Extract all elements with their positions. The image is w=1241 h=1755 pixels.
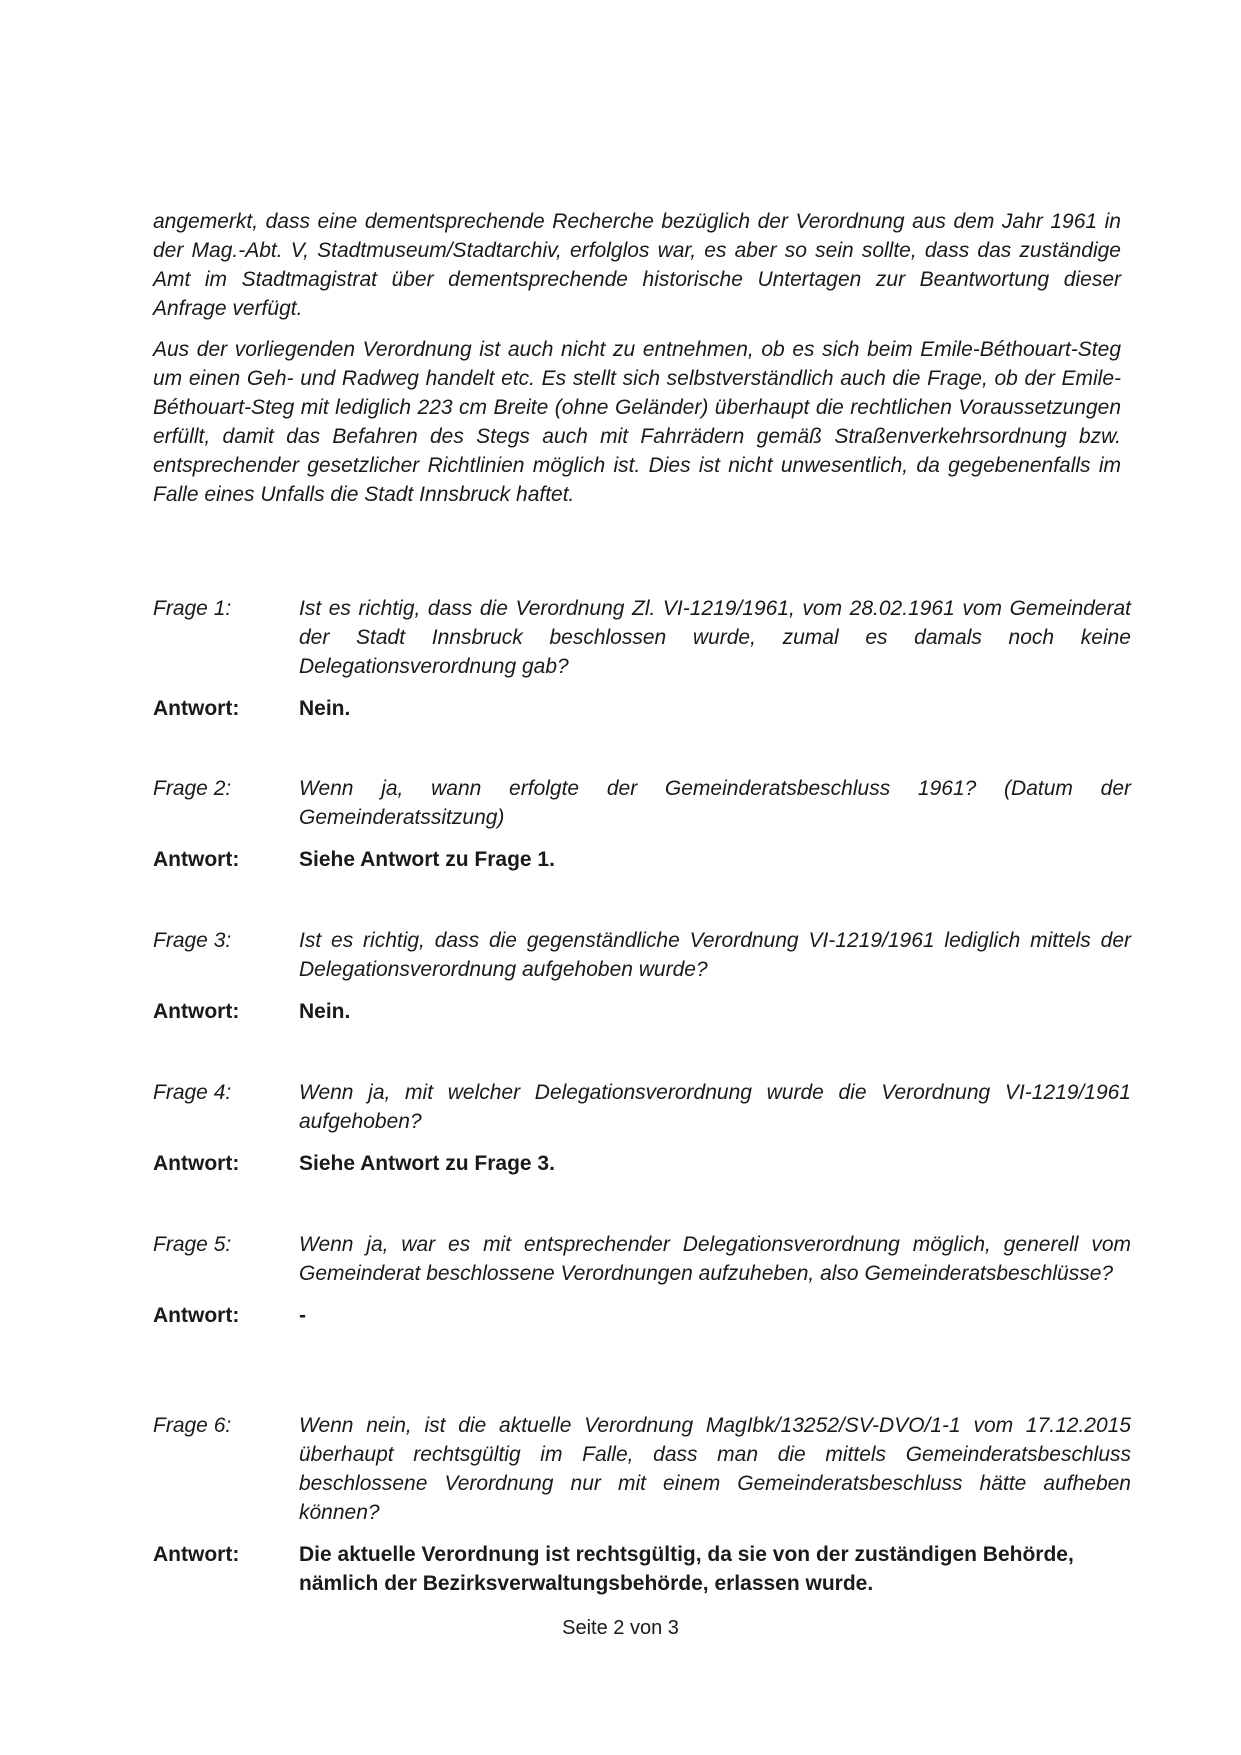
question-text: Wenn ja, wann erfolgte der Gemeinderatsbeschluss 1961? (Datum der Gemeinderatssitzung) [299, 777, 1131, 829]
qa-block-3 [153, 926, 1133, 1026]
answer-row [153, 1149, 1133, 1178]
answer-row [153, 845, 1133, 874]
answer-row [153, 1301, 1133, 1330]
question-label: Frage 4: [153, 1081, 232, 1104]
qa-block-4 [153, 1078, 1133, 1178]
answer-text: Siehe Antwort zu Frage 1. [299, 848, 555, 871]
qa-block-1 [153, 594, 1133, 723]
question-label: Frage 1: [153, 597, 232, 620]
question-text: Wenn nein, ist die aktuelle Verordnung MagIbk/13252/SV-DVO/1-1 vom 17.12.2015 überhaupt rechtsgültig im Falle, dass man die mittels Gemeinderatsbeschluss beschlossene Verordnung nur mit einem Gemeinderatsbeschluss hätte aufheben können? [299, 1414, 1131, 1524]
question-row [153, 1411, 1133, 1527]
question-text: Wenn ja, war es mit entsprechender Delegationsverordnung möglich, generell vom Gemeinderat beschlossene Verordnungen aufzuheben, also Gemeinderatsbeschlüsse? [299, 1233, 1131, 1285]
question-label: Frage 2: [153, 777, 232, 800]
qa-block-6 [153, 1411, 1133, 1598]
question-row [153, 594, 1133, 681]
answer-text: Nein. [299, 697, 351, 720]
answer-text: Nein. [299, 1000, 351, 1023]
answer-row [153, 694, 1133, 723]
question-text: Wenn ja, mit welcher Delegationsverordnung wurde die Verordnung VI-1219/1961 aufgehoben? [299, 1081, 1131, 1133]
question-row [153, 926, 1133, 984]
qa-block-5 [153, 1230, 1133, 1330]
answer-label: Antwort: [153, 697, 240, 720]
answer-row [153, 997, 1133, 1026]
answer-text: Die aktuelle Verordnung ist rechtsgültig, da sie von der zuständigen Behörde, nämlich der Bezirksverwaltungsbehörde, erlassen wurde. [299, 1543, 1074, 1595]
question-label: Frage 6: [153, 1414, 232, 1437]
answer-label: Antwort: [153, 848, 240, 871]
answer-row [153, 1540, 1133, 1598]
question-row [153, 1230, 1133, 1288]
question-label: Frage 3: [153, 929, 232, 952]
answer-text: - [299, 1304, 306, 1327]
question-label: Frage 5: [153, 1233, 232, 1256]
page-number-footer: Seite 2 von 3 [562, 1617, 679, 1639]
question-row [153, 1078, 1133, 1136]
intro-paragraph-1: angemerkt, dass eine dementsprechende Recherche bezüglich der Verordnung aus dem Jahr 1961 in der Mag.-Abt. V, Stadtmuseum/Stadtarchiv, erfolglos war, es aber so sein sollte, dass das zuständige Amt im Stadtmagistrat über dementsprechende historische Untertagen zur Beantwortung dieser Anfrage verfügt. [153, 210, 1121, 320]
intro-paragraph-2: Aus der vorliegenden Verordnung ist auch nicht zu entnehmen, ob es sich beim Emile-Béthouart-Steg um einen Geh- und Radweg handelt etc. Es stellt sich selbstverständlich auch die Frage, ob der Emile-Béthouart-Steg mit lediglich 223 cm Breite (ohne Geländer) überhaupt die rechtlichen Voraussetzungen erfüllt, damit das Befahren des Stegs auch mit Fahrrädern gemäß Straßenverkehrsordnung bzw. entsprechender gesetzlicher Richtlinien möglich ist. Dies ist nicht unwesentlich, da gegebenenfalls im Falle eines Unfalls die Stadt Innsbruck haftet. [153, 338, 1121, 506]
question-text: Ist es richtig, dass die Verordnung Zl. VI-1219/1961, vom 28.02.1961 vom Gemeinderat der Stadt Innsbruck beschlossen wurde, zumal es damals noch keine Delegationsverordnung gab? [299, 597, 1131, 678]
qa-block-2 [153, 774, 1133, 874]
answer-label: Antwort: [153, 1000, 240, 1023]
answer-label: Antwort: [153, 1543, 240, 1566]
answer-label: Antwort: [153, 1152, 240, 1175]
answer-text: Siehe Antwort zu Frage 3. [299, 1152, 555, 1175]
answer-label: Antwort: [153, 1304, 240, 1327]
question-text: Ist es richtig, dass die gegenständliche Verordnung VI-1219/1961 lediglich mittels der Delegationsverordnung aufgehoben wurde? [299, 929, 1131, 981]
question-row [153, 774, 1133, 832]
